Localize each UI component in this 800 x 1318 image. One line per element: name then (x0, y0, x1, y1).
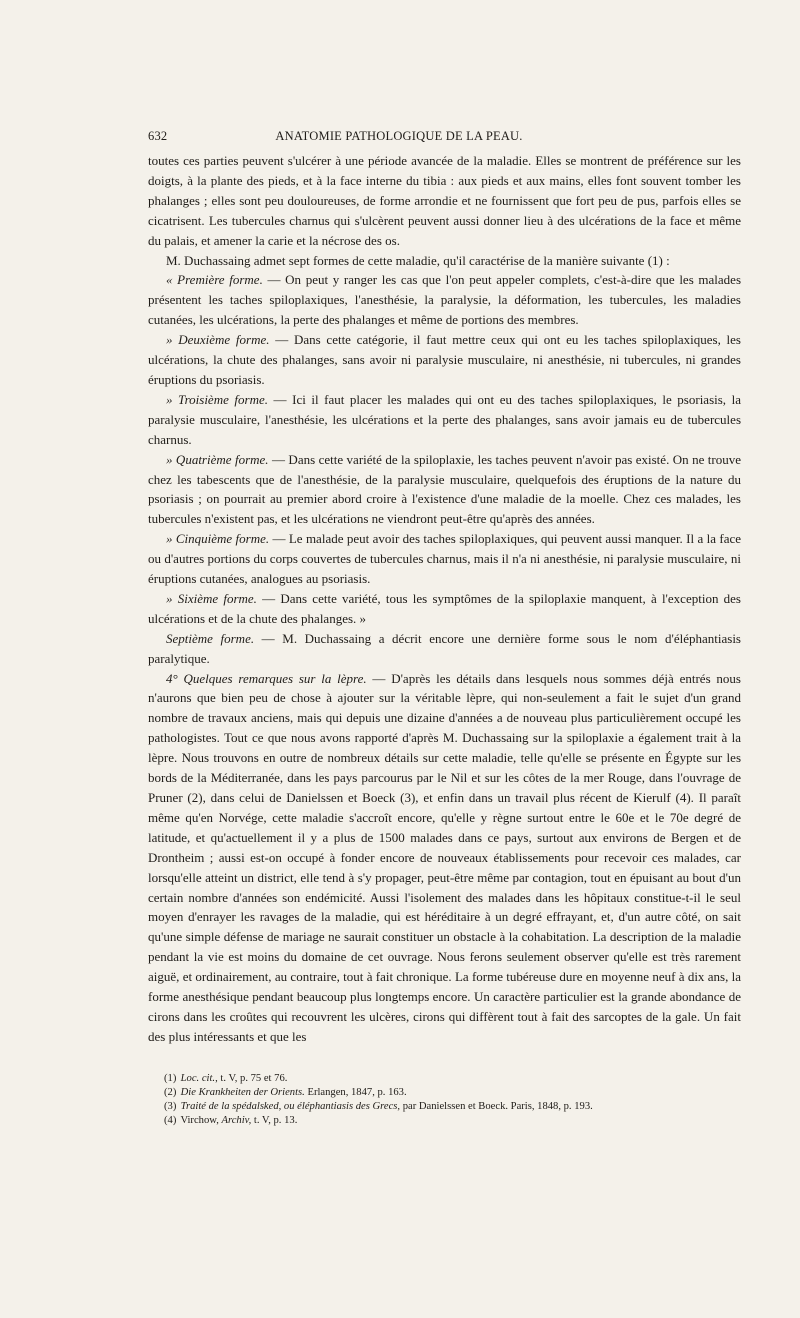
paragraph (148, 390, 741, 450)
footnote-rest: , t. V, p. 75 et 76. (215, 1073, 288, 1084)
paragraph (148, 151, 741, 251)
paragraph-text: — Dans cette variété, tous les symptômes de la spiloplaxie manquent, à l'exception des ulcérations et de la chute des phalanges. » (148, 590, 741, 626)
running-title: ANATOMIE PATHOLOGIQUE DE LA PEAU. (275, 129, 523, 143)
footnote-rest: t. V, p. 13. (251, 1115, 298, 1126)
paragraph-text: — Le malade peut avoir des taches spiloplaxiques, qui peuvent aussi manquer. Il a la face ou d'autres portions du corps couvertes de tubercules charnus, mais il n'a ni anesthésie, ni paralysie musculaire, ni éruptions cutanées, analogues au psoriasis. (148, 531, 742, 587)
footnote-author: Virchow, (180, 1115, 222, 1126)
paragraph-lead: 4° Quelques remarques sur la lèpre. (166, 670, 367, 686)
paragraph-lead: » Cinquième forme. (166, 531, 270, 547)
footnote-rest: par Danielssen et Boeck. Paris, 1848, p. 193. (400, 1101, 593, 1112)
footnote-number: (2) (164, 1087, 177, 1098)
paragraph (148, 529, 741, 589)
footnote-title: Traité de la spédalsked, ou éléphantiasis des Grecs, (180, 1101, 401, 1112)
paragraph-text: — On peut y ranger les cas que l'on peut appeler complets, c'est-à-dire que les malades présentent les taches spiloplaxiques, l'anesthésie, la paralysie, la déformation, les tubercules, les maladies cutanées, les ulcérations, la perte des phalanges et même de portions des membres. (148, 272, 742, 328)
paragraph-text: M. Duchassaing admet sept formes de cette maladie, qu'il caractérise de la manière suivante (1) : (166, 252, 670, 268)
paragraph (148, 629, 741, 669)
paragraph (148, 330, 741, 390)
paragraph-text: — Dans cette variété de la spiloplaxie, les taches peuvent n'avoir pas existé. On ne trouve chez les tabescents que de l'anesthésie, de la paralysie musculaire, quelquefois des éruptions de la nature du psoriasis ; on pourrait au premier abord croire à l'existence d'une maladie de la moelle. Chez ces malades, les tubercules n'existent pas, et les ulcérations ne viendront peut-être qu'après des années. (148, 451, 741, 527)
paragraph (148, 251, 741, 271)
paragraph-lead: » Troisième forme. (166, 391, 268, 407)
paragraph (148, 270, 741, 330)
paragraph-lead: » Sixième forme. (166, 590, 257, 606)
footnote (164, 1086, 724, 1100)
footnote (164, 1100, 724, 1114)
footnote-number: (1) (164, 1073, 177, 1084)
footnote-rest: Erlangen, 1847, p. 163. (304, 1087, 407, 1098)
footnote-title: Archiv, (221, 1115, 252, 1126)
paragraph-text: — Ici il faut placer les malades qui ont eu des taches spiloplaxiques, le psoriasis, la paralysie musculaire, l'anesthésie, les ulcérations et la perte des phalanges, sans avoir jamais eu de tubercules charnus. (148, 391, 741, 447)
paragraph-lead: « Première forme. (166, 272, 263, 288)
paragraph-lead: Septième forme. (166, 630, 255, 646)
paragraph (148, 450, 741, 530)
paragraph-text: toutes ces parties peuvent s'ulcérer à une période avancée de la maladie. Elles se montrent de préférence sur les doigts, à la plante des pieds, et à la face interne du tibia : aux pieds et aux mains, elles font souvent tomber les phalanges ; elles sont peu douloureuses, de forme arrondie et ne fournissent que fort peu de pus, parfois elles se cicatrisent. Les tubercules charnus qui s'ulcèrent peuvent aussi donner lieu à des ulcérations de la face et même du palais, et amener la carie et la nécrose des os. (148, 153, 741, 248)
body-text (148, 151, 741, 1047)
paragraph-lead: » Quatrième forme. (166, 451, 269, 467)
paragraph-text: — M. Duchassaing a décrit encore une dernière forme sous le nom d'éléphantiasis paralytique. (148, 630, 741, 666)
footnote (164, 1072, 724, 1086)
footnotes (164, 1072, 724, 1128)
paragraph (148, 589, 741, 629)
footnote-title: Die Krankheiten der Orients. (180, 1087, 305, 1098)
footnote-number: (3) (164, 1101, 177, 1112)
page-number: 632 (148, 129, 168, 143)
footnote-title: Loc. cit. (180, 1073, 216, 1084)
paragraph (148, 669, 741, 1047)
paragraph-text: — Dans cette catégorie, il faut mettre ceux qui ont eu les taches spiloplaxiques, les ulcérations, la chute des phalanges, sans avoir ni paralysie musculaire, ni anesthésie, ni tubercules, ni grandes éruptions du psoriasis. (148, 332, 741, 387)
paragraph-text: — D'après les détails dans lesquels nous sommes déjà entrés nous n'aurons que bien peu de chose à ajouter sur la véritable lèpre, qui non-seulement a fait le sujet d'un grand nombre de travaux anciens, mais qui depuis une dizaine d'années a de nouveau plus particulièrement occupé les pathologistes. Tout ce que nous avons rapporté d'après M. Duchassaing sur la spiloplaxie a également trait à la lèpre. Nous trouvons en outre de nombreux détails sur cette maladie, telle qu'elle se présente en Égypte sur les bords de la Méditerranée, dans les pays parcourus par le Nil et sur les côtes de la mer Rouge, dans l'ouvrage de Pruner (2), dans celui de Danielssen et Boeck (3), et enfin dans un travail plus récent de Kierulf (4). Il paraît même qu'en Norvége, cette maladie s'accroît encore, qu'elle y règne surtout entre le 60e et le 70e degré de latitude, et qu'actuellement il y a plus de 1500 malades dans ce pays, surtout aux environs de Bergen et de Drontheim ; aussi est-on occupé à fonder encore de nouveaux établissements pour recevoir ces malades, car lorsqu'elle atteint un district, elle tend à s'y propager, peut-être même par contagion, tout en épuisant au bout d'un certain nombre d'années son endémicité. Aussi l'isolement des malades dans les hôpitaux constitue-t-il le seul moyen d'enrayer les ravages de la maladie, qui est héréditaire à un degré effrayant, et, d'un autre côté, on sait qu'une simple défense de mariage ne saurait constituer un obstacle à la cohabitation. La description de la maladie pendant la vie est moins du domaine de cet ouvrage. Nous ferons seulement observer qu'elle est très rarement aiguë, et ordinairement, au contraire, tout à fait chronique. La forme tubéreuse dure en moyenne neuf à dix ans, la forme anesthésique pendant beaucoup plus longtemps encore. Un caractère particulier est la grande abondance de cirons dans les croûtes qui recouvrent les ulcères, cirons qui diffèrent tout à fait des sarcoptes de la gale. Un fait des plus intéressants et que les (148, 670, 741, 1044)
footnote-number: (4) (164, 1115, 177, 1126)
paragraph-lead: » Deuxième forme. (166, 332, 270, 348)
footnote (164, 1114, 724, 1128)
